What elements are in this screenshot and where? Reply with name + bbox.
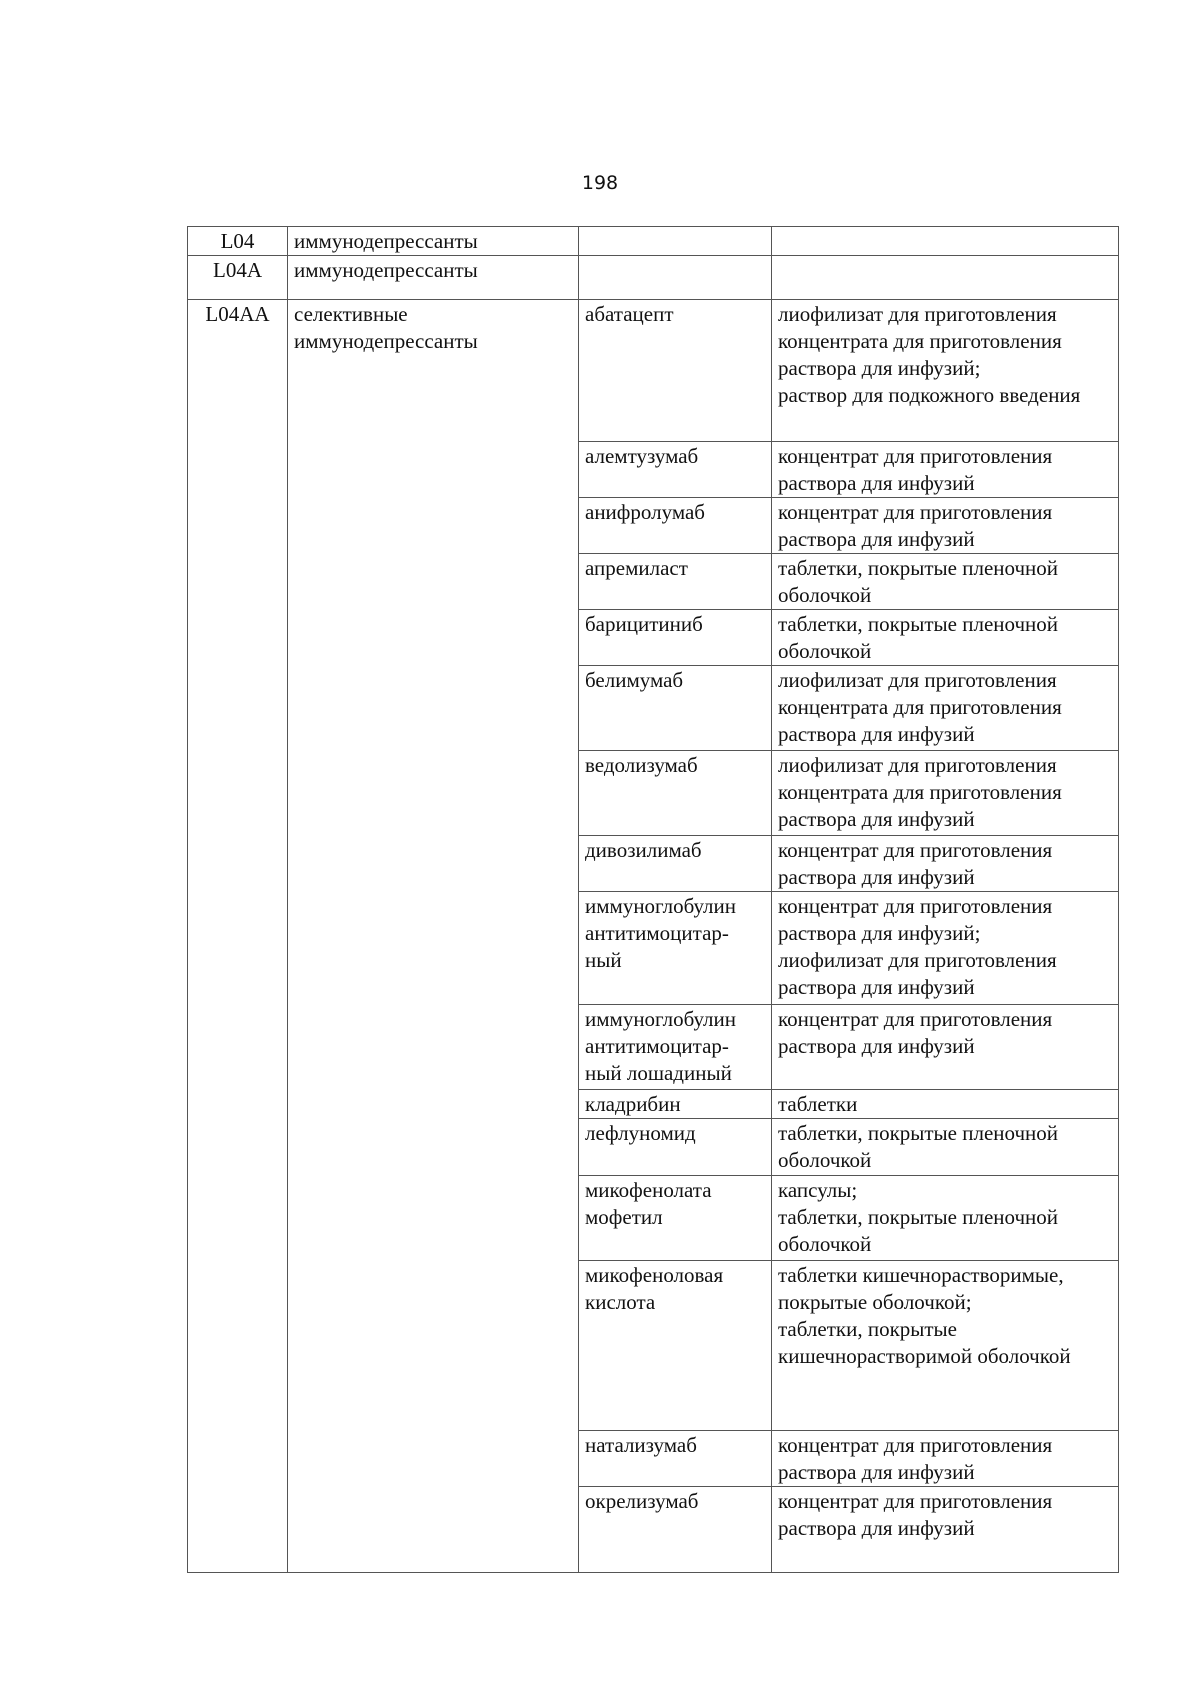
dosage-form: концентрат для приготовления раствора для инфузий	[772, 1487, 1119, 1573]
drug-name: барицитиниб	[579, 610, 772, 666]
drug-name: окрелизумаб	[579, 1487, 772, 1573]
dosage-form: таблетки, покрытые пленочной оболочкой	[772, 1119, 1119, 1176]
dosage-form: таблетки, покрытые пленочной оболочкой	[772, 610, 1119, 666]
dosage-form: лиофилизат для приготовления концентрата для приготовления раствора для инфузий	[772, 751, 1119, 836]
dosage-form: концентрат для приготовления раствора для инфузий	[772, 442, 1119, 498]
drug-name	[579, 256, 772, 300]
drug-name: натализумаб	[579, 1431, 772, 1487]
atc-code: L04	[188, 227, 288, 256]
dosage-form: концентрат для приготовления раствора для инфузий	[772, 1005, 1119, 1090]
drug-name: микофенолата мофетил	[579, 1176, 772, 1261]
atc-group: селективные иммунодепрессанты	[288, 300, 579, 1573]
dosage-form: капсулы; таблетки, покрытые пленочной оболочкой	[772, 1176, 1119, 1261]
atc-group: иммунодепрессанты	[288, 256, 579, 300]
dosage-form: лиофилизат для приготовления концентрата для приготовления раствора для инфузий	[772, 666, 1119, 751]
table-row	[188, 256, 1119, 300]
table-row	[188, 227, 1119, 256]
drug-name: дивозилимаб	[579, 836, 772, 892]
dosage-form	[772, 227, 1119, 256]
dosage-form: лиофилизат для приготовления концентрата для приготовления раствора для инфузий; раствор для подкожного введения	[772, 300, 1119, 442]
dosage-form: таблетки	[772, 1090, 1119, 1119]
drug-name	[579, 227, 772, 256]
atc-code: L04AA	[188, 300, 288, 1573]
dosage-form: концентрат для приготовления раствора для инфузий	[772, 836, 1119, 892]
drug-name: микофеноловая кислота	[579, 1261, 772, 1431]
drug-name: апремиласт	[579, 554, 772, 610]
drug-name: лефлуномид	[579, 1119, 772, 1176]
table-row	[188, 300, 1119, 442]
drug-name: анифролумаб	[579, 498, 772, 554]
dosage-form: концентрат для приготовления раствора для инфузий	[772, 1431, 1119, 1487]
dosage-form: таблетки кишечнорастворимые, покрытые оболочкой; таблетки, покрытые кишечнорастворимой оболочкой	[772, 1261, 1119, 1431]
drug-name: кладрибин	[579, 1090, 772, 1119]
drug-name: иммуноглобулин антитимоцитар- ный	[579, 892, 772, 1005]
drug-name: иммуноглобулин антитимоцитар- ный лошадиный	[579, 1005, 772, 1090]
drug-name: белимумаб	[579, 666, 772, 751]
dosage-form	[772, 256, 1119, 300]
atc-code: L04A	[188, 256, 288, 300]
page-number: 198	[581, 172, 619, 194]
dosage-form: концентрат для приготовления раствора для инфузий; лиофилизат для приготовления раствора для инфузий	[772, 892, 1119, 1005]
dosage-form: концентрат для приготовления раствора для инфузий	[772, 498, 1119, 554]
atc-group: иммунодепрессанты	[288, 227, 579, 256]
drug-table	[187, 226, 1119, 1573]
drug-name: ведолизумаб	[579, 751, 772, 836]
drug-name: абатацепт	[579, 300, 772, 442]
dosage-form: таблетки, покрытые пленочной оболочкой	[772, 554, 1119, 610]
drug-name: алемтузумаб	[579, 442, 772, 498]
